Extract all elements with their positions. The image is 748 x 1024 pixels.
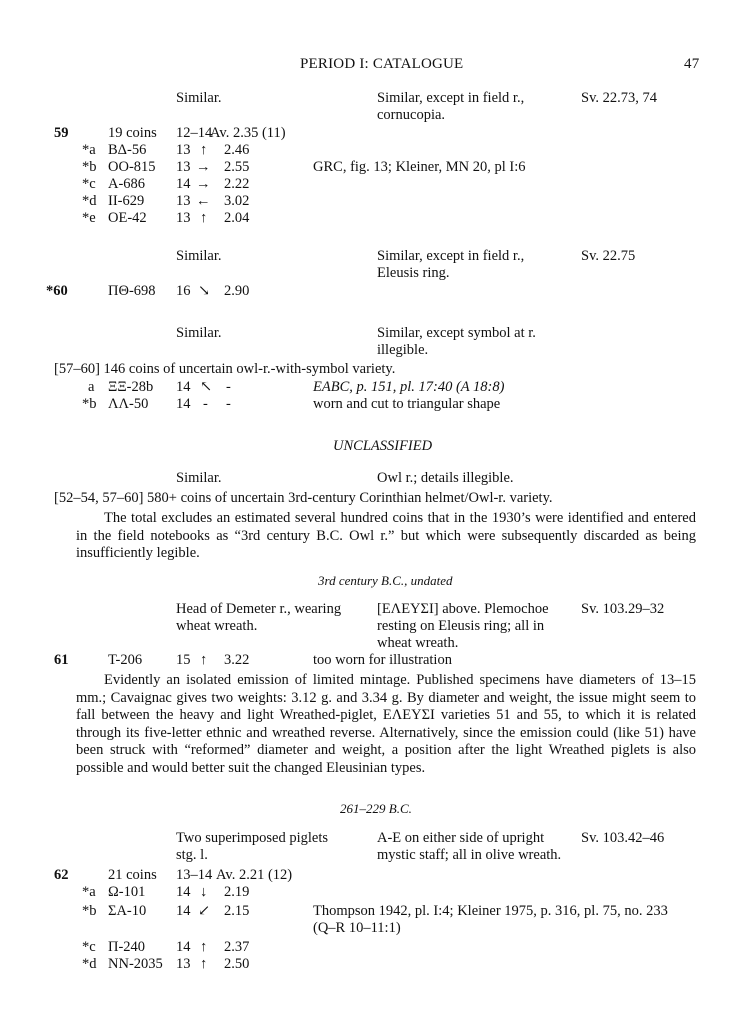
catalogue-number: *60 [46,283,68,299]
reference-note: Thompson 1942, pl. I:4; Kleiner 1975, p. 316, pl. 75, no. 233 [313,903,668,919]
die-axis-arrow: ↑ [200,652,208,668]
inventory-number: NN-2035 [108,956,163,972]
specimen-letter: *d [82,193,97,209]
reverse-description-line: resting on Eleusis ring; all in [377,618,545,634]
obverse-description: Similar. [176,470,222,486]
diameter: 13 [176,159,191,175]
average-weight: Av. 2.35 (11) [210,125,286,141]
specimen-letter: *a [82,142,96,158]
inventory-number: ΙΙ-629 [108,193,145,209]
reference-note: EABC, p. 151, pl. 17:40 (A 18:8) [313,379,505,395]
inventory-number: ΒΔ-56 [108,142,147,158]
obverse-description: Similar. [176,90,222,106]
die-axis-arrow: ↖ [200,379,213,395]
specimen-letter: *a [82,884,96,900]
weight: 2.55 [224,159,250,175]
reverse-description-line: Eleusis ring. [377,265,450,281]
group-bracket: [57–60] [54,361,100,377]
reference-note: too worn for illustration [313,652,452,668]
die-axis-arrow: ↑ [200,956,208,972]
diameter: 13 [176,210,191,226]
diameter-range: 12–14 [176,125,213,141]
group-heading-text: 146 coins of uncertain owl-r.-with-symbol variety. [103,361,396,377]
specimen-letter: a [88,379,95,395]
commentary-paragraph: Evidently an isolated emission of limited mintage. Published specimens have diameters of 13–15 mm.; Cavaignac gives two weights: 3.12 g. and 3.34 g. By diameter and weight, the issue might seem to fall between the heavy and light Wreathed-piglet, ΕΛΕΥΣΙ varieties 51 and 55, to which it is related through its five-letter ethnic and wreathed reverse. Alternatively, since the emission could (like 51) have been struck with “reformed” diameter and weight, a position after the light Wreathed piglets is also possible and would better suit the changed Eleusinian types. [76,672,696,776]
weight: - [226,379,231,395]
obverse-description-line: stg. l. [176,847,208,863]
section-title: 3rd century B.C., undated [318,573,453,588]
svoronos-reference: Sv. 22.73, 74 [581,90,657,106]
reverse-description-line: illegible. [377,342,429,358]
weight: 2.22 [224,176,250,192]
catalogue-number: 62 [54,867,69,883]
catalogue-number: 59 [54,125,69,141]
group-bracket: [52–54, 57–60] [54,490,144,506]
reverse-description-line: Similar, except symbol at r. [377,325,536,341]
die-axis-arrow: ← [196,193,211,209]
weight: 2.04 [224,210,250,226]
reverse-description-line: Similar, except in field r., [377,248,525,264]
weight: 2.37 [224,939,250,955]
diameter: 14 [176,379,191,395]
inventory-number: OO-815 [108,159,156,175]
specimen-letter: *b [82,159,97,175]
specimen-letter: *b [82,903,97,919]
die-axis-arrow: ↙ [198,903,211,919]
specimen-letter: *e [82,210,96,226]
weight: 2.90 [224,283,250,299]
diameter: 13 [176,956,191,972]
weight: 2.46 [224,142,250,158]
reverse-description-line: cornucopia. [377,107,446,123]
die-axis-arrow: - [203,396,208,412]
diameter: 14 [176,176,191,192]
inventory-number: ΞΞ-28b [108,379,154,395]
reverse-description-line: Similar, except in field r., [377,90,525,106]
diameter: 14 [176,939,191,955]
svoronos-reference: Sv. 103.42–46 [581,830,665,846]
specimen-letter: *c [82,939,96,955]
weight: - [226,396,231,412]
catalogue-number: 61 [54,652,69,668]
reverse-description-line: [ΕΛΕΥΣΙ] above. Plemochoe [377,601,549,617]
reverse-description-line: wheat wreath. [377,635,459,651]
diameter: 14 [176,396,191,412]
svoronos-reference: Sv. 103.29–32 [581,601,665,617]
running-header: PERIOD I: CATALOGUE [300,56,464,72]
diameter: 14 [176,884,191,900]
reference-note: worn and cut to triangular shape [313,396,501,412]
reference-note-continued: (Q–R 10–11:1) [313,920,401,936]
page-number: 47 [684,56,700,72]
inventory-number: Π-240 [108,939,146,955]
weight: 2.15 [224,903,250,919]
die-axis-arrow: ↑ [200,142,208,158]
obverse-description: Similar. [176,248,222,264]
diameter: 16 [176,283,191,299]
diameter: 14 [176,903,191,919]
weight: 2.19 [224,884,250,900]
die-axis-arrow: ↓ [200,884,208,900]
reverse-description-line: A-E on either side of upright [377,830,545,846]
diameter: 13 [176,193,191,209]
svoronos-reference: Sv. 22.75 [581,248,636,264]
diameter: 13 [176,142,191,158]
specimen-letter: *b [82,396,97,412]
reverse-description: Owl r.; details illegible. [377,470,514,486]
die-axis-arrow: ↑ [200,210,208,226]
section-title: UNCLASSIFIED [333,438,433,454]
weight: 3.22 [224,652,250,668]
commentary-paragraph: The total excludes an estimated several hundred coins that in the 1930’s were identified and entered in the field notebooks as “3rd century B.C. Owl r.” but which were subsequently discarded as being insufficiently legible. [76,510,696,562]
inventory-number: ΠΘ-698 [108,283,156,299]
inventory-number: OE-42 [108,210,147,226]
group-heading [54,361,395,378]
specimen-letter: *d [82,956,97,972]
inventory-number: A-686 [108,176,146,192]
weight: 3.02 [224,193,250,209]
die-axis-arrow: ↘ [198,283,211,299]
specimen-letter: *c [82,176,96,192]
section-title: 261–229 B.C. [340,801,412,816]
obverse-description-line: Two superimposed piglets [176,830,329,846]
obverse-description-line: wheat wreath. [176,618,258,634]
group-heading-text: 580+ coins of uncertain 3rd-century Corinthian helmet/Owl-r. variety. [147,490,553,506]
coin-count: 19 coins [108,125,157,141]
group-heading [54,490,553,507]
inventory-number: T-206 [108,652,143,668]
reverse-description-line: mystic staff; all in olive wreath. [377,847,562,863]
die-axis-arrow: → [196,176,211,192]
average-weight: Av. 2.21 (12) [216,867,293,883]
weight: 2.50 [224,956,250,972]
inventory-number: ΛΛ-50 [108,396,149,412]
coin-count: 21 coins [108,867,157,883]
reference-note: GRC, fig. 13; Kleiner, MN 20, pl I:6 [313,159,526,175]
obverse-description: Similar. [176,325,222,341]
obverse-description-line: Head of Demeter r., wearing [176,601,342,617]
inventory-number: ΣA-10 [108,903,147,919]
diameter-range: 13–14 [176,867,213,883]
die-axis-arrow: ↑ [200,939,208,955]
diameter: 15 [176,652,191,668]
die-axis-arrow: → [196,159,211,175]
inventory-number: Ω-101 [108,884,146,900]
